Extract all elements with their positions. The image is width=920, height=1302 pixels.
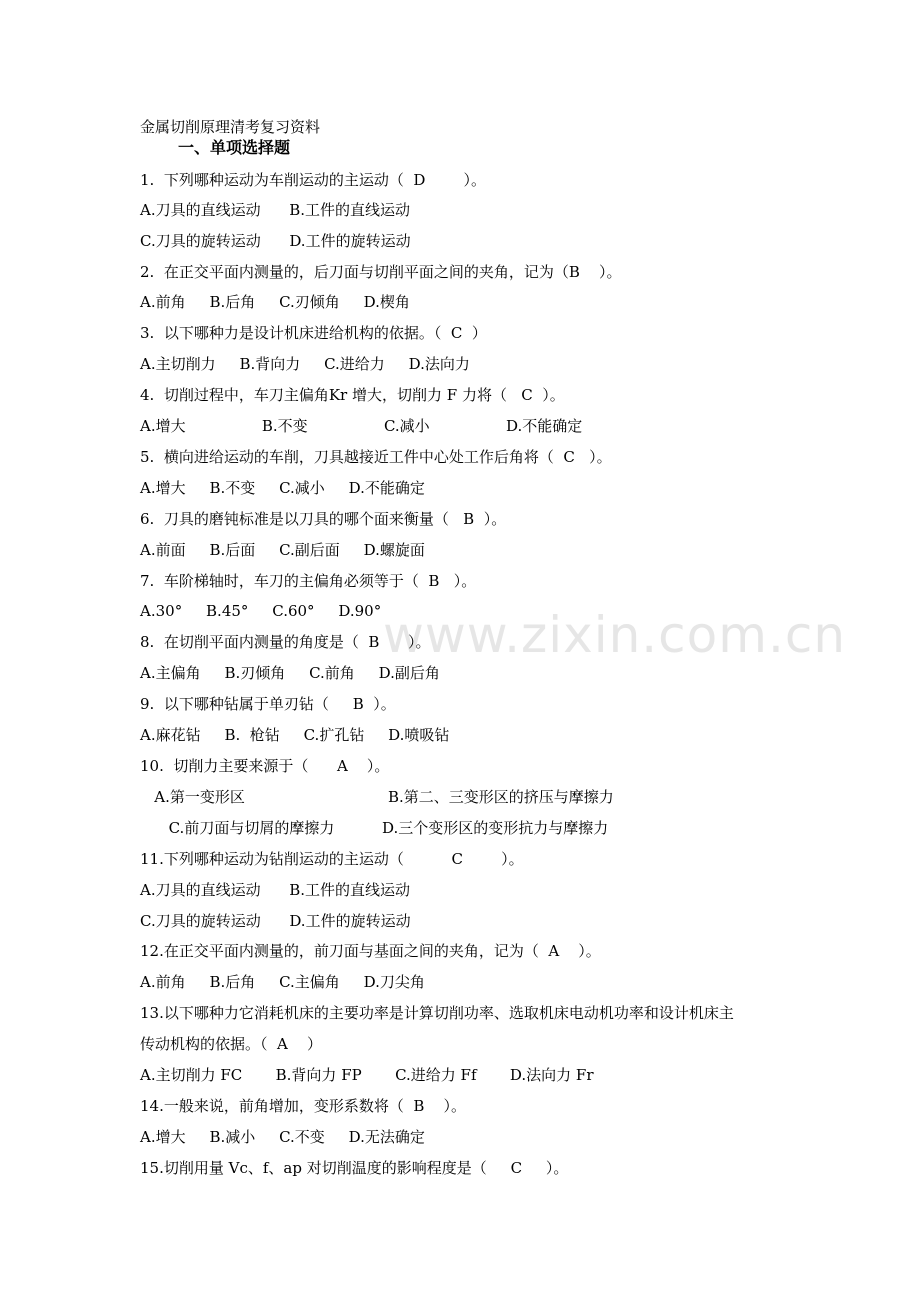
answer-options: C.前刀面与切屑的摩擦力 D.三个变形区的变形抗力与摩擦力: [140, 819, 609, 837]
question-text: 4. 切削过程中，车刀主偏角Kr 增大，切削力 F 力将（ C ）。: [140, 386, 565, 404]
document-title: 金属切削原理清考复习资料: [140, 118, 321, 136]
question-text: 7. 车阶梯轴时，车刀的主偏角必须等于（ B ）。: [140, 572, 477, 590]
answer-options: A.前角 B.后角 C.刃倾角 D.楔角: [140, 293, 410, 311]
answer-options: A.主切削力 FC B.背向力 FP C.进给力 Ff D.法向力 Fr: [140, 1066, 594, 1084]
question-text: 14.一般来说，前角增加，变形系数将（ B ）。: [140, 1097, 466, 1115]
answer-options: 传动机构的依据。（ A ）: [140, 1035, 322, 1053]
question-text: 13.以下哪种力它消耗机床的主要功率是计算切削功率、选取机床电动机功率和设计机床主: [140, 1004, 734, 1022]
answer-options: A.增大 B.不变 C.减小 D.不能确定: [140, 479, 425, 497]
question-text: 2. 在正交平面内测量的，后刀面与切削平面之间的夹角，记为（B ）。: [140, 263, 622, 281]
question-text: 12.在正交平面内测量的，前刀面与基面之间的夹角，记为（ A ）。: [140, 942, 601, 960]
answer-options: C.刀具的旋转运动 D.工件的旋转运动: [140, 232, 411, 250]
answer-options: A.主偏角 B.刃倾角 C.前角 D.副后角: [140, 664, 440, 682]
answer-options: A.主切削力 B.背向力 C.进给力 D.法向力: [140, 355, 470, 373]
question-text: 5. 横向进给运动的车削，刀具越接近工件中心处工作后角将（ C ）。: [140, 448, 612, 466]
answer-options: A.前面 B.后面 C.副后面 D.螺旋面: [140, 541, 425, 559]
question-text: 8. 在切削平面内测量的角度是（ B ）。: [140, 633, 431, 651]
question-text: 10. 切削力主要来源于（ A ）。: [140, 757, 390, 775]
question-text: 11.下列哪种运动为钻削运动的主运动（ C ）。: [140, 850, 524, 868]
question-text: 9. 以下哪种钻属于单刃钻（ B ）。: [140, 695, 396, 713]
answer-options: C.刀具的旋转运动 D.工件的旋转运动: [140, 912, 411, 930]
answer-options: A.刀具的直线运动 B.工件的直线运动: [140, 201, 411, 219]
question-text: 15.切削用量 Vc、f、ap 对切削温度的影响程度是（ C ）。: [140, 1159, 569, 1177]
question-text: 6. 刀具的磨钝标准是以刀具的哪个面来衡量（ B ）。: [140, 510, 507, 528]
answer-options: A.30° B.45° C.60° D.90°: [140, 602, 382, 620]
watermark: www.zixin.com.cn: [383, 606, 847, 664]
answer-options: A.第一变形区 B.第二、三变形区的挤压与摩擦力: [140, 788, 614, 806]
question-text: 1. 下列哪种运动为车削运动的主运动（ D ）。: [140, 171, 487, 189]
question-text: 3. 以下哪种力是设计机床进给机构的依据。（ C ）: [140, 324, 487, 342]
answer-options: A.前角 B.后角 C.主偏角 D.刀尖角: [140, 973, 425, 991]
answer-options: A.刀具的直线运动 B.工件的直线运动: [140, 881, 411, 899]
section-heading: 一、单项选择题: [178, 138, 291, 157]
answer-options: A.麻花钻 B. 枪钻 C.扩孔钻 D.喷吸钻: [140, 726, 450, 744]
answer-options: A.增大 B.减小 C.不变 D.无法确定: [140, 1128, 425, 1146]
answer-options: A.增大 B.不变 C.减小 D.不能确定: [140, 417, 583, 435]
